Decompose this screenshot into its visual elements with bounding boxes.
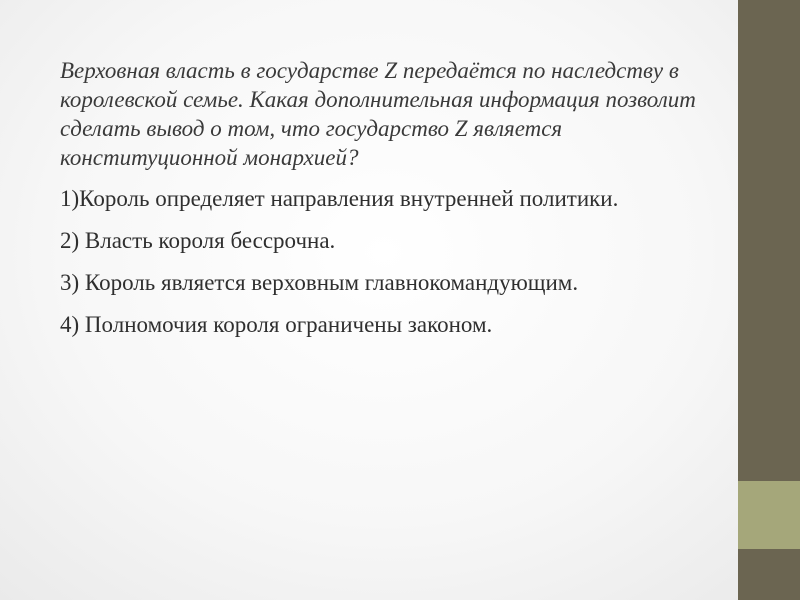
answer-option-2: 2) Власть короля бессрочна.: [60, 228, 336, 253]
slide-content: [60, 56, 710, 352]
question-text: Верховная власть в государстве Z передаётся по наследству в королевской семье. Какая дополнительная информация позволит сделать вывод о том, что государство Z является конституционной монархией?: [60, 58, 696, 170]
side-decoration-bar: [738, 0, 800, 600]
answer-option-4: 4) Полномочия короля ограничены законом.: [60, 312, 493, 337]
answer-option-3: 3) Король является верховным главнокомандующим.: [60, 270, 579, 295]
side-bar-bottom-segment: [738, 549, 800, 600]
answer-option-1: 1)Король определяет направления внутренней политики.: [60, 186, 619, 211]
answer-options: [60, 184, 710, 339]
side-bar-dark-segment: [738, 0, 800, 481]
side-bar-light-segment: [738, 481, 800, 549]
